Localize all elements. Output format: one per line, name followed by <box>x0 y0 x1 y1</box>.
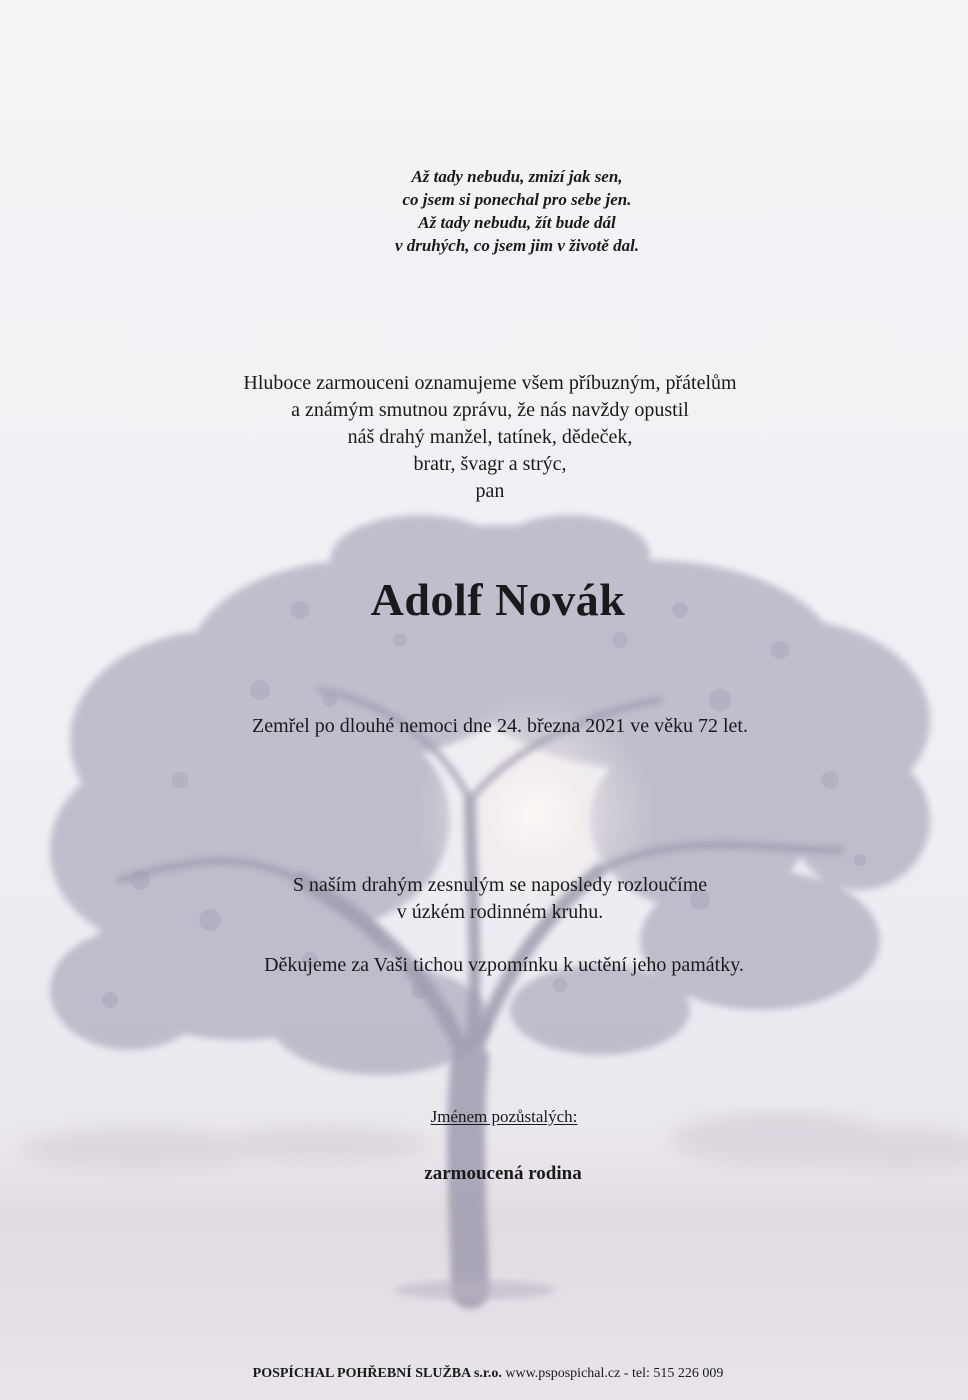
poem-line: co jsem si ponechal pro sebe jen. <box>402 190 632 209</box>
funeral-company-contact: www.psposp​ichal.cz - tel: 515 226 009 <box>501 1366 724 1381</box>
funeral-service-footer <box>0 1365 968 1383</box>
funeral-company-name: POSPÍCHAL POHŘEBNÍ SLUŽBA s.r.o. <box>252 1366 502 1381</box>
announcement-line: a známým smutnou zprávu, že nás navždy opustil <box>291 399 689 421</box>
memorial-poem <box>0 165 968 257</box>
announcement-line: pan <box>475 480 505 502</box>
announcement-text <box>0 370 968 505</box>
poem-line: v druhých, co jsem jim v životě dal. <box>394 236 640 255</box>
farewell-text <box>0 872 968 926</box>
on-behalf-label: Jménem pozůstalých: <box>430 1107 578 1126</box>
announcement-line: Hluboce zarmouceni oznamujeme všem příbuzným, přátelům <box>243 372 737 394</box>
farewell-line: S naším drahým zesnulým se naposledy rozloučíme <box>292 874 708 896</box>
family-signature: zarmoucená rodina <box>424 1163 582 1184</box>
poem-line: Až tady nebudu, žít bude dál <box>418 213 616 232</box>
poem-line: Až tady nebudu, zmizí jak sen, <box>411 167 623 186</box>
announcement-line: náš drahý manžel, tatínek, dědeček, <box>347 426 633 448</box>
farewell-line: v úzkém rodinném kruhu. <box>396 901 604 923</box>
death-details: Zemřel po dlouhé nemoci dne 24. března 2021 ve věku 72 let. <box>252 715 748 737</box>
thanks-text: Děkujeme za Vaši tichou vzpomínku k uctění jeho památky. <box>264 954 744 976</box>
deceased-name: Adolf Novák <box>370 574 626 625</box>
announcement-line: bratr, švagr a strýc, <box>413 453 567 475</box>
